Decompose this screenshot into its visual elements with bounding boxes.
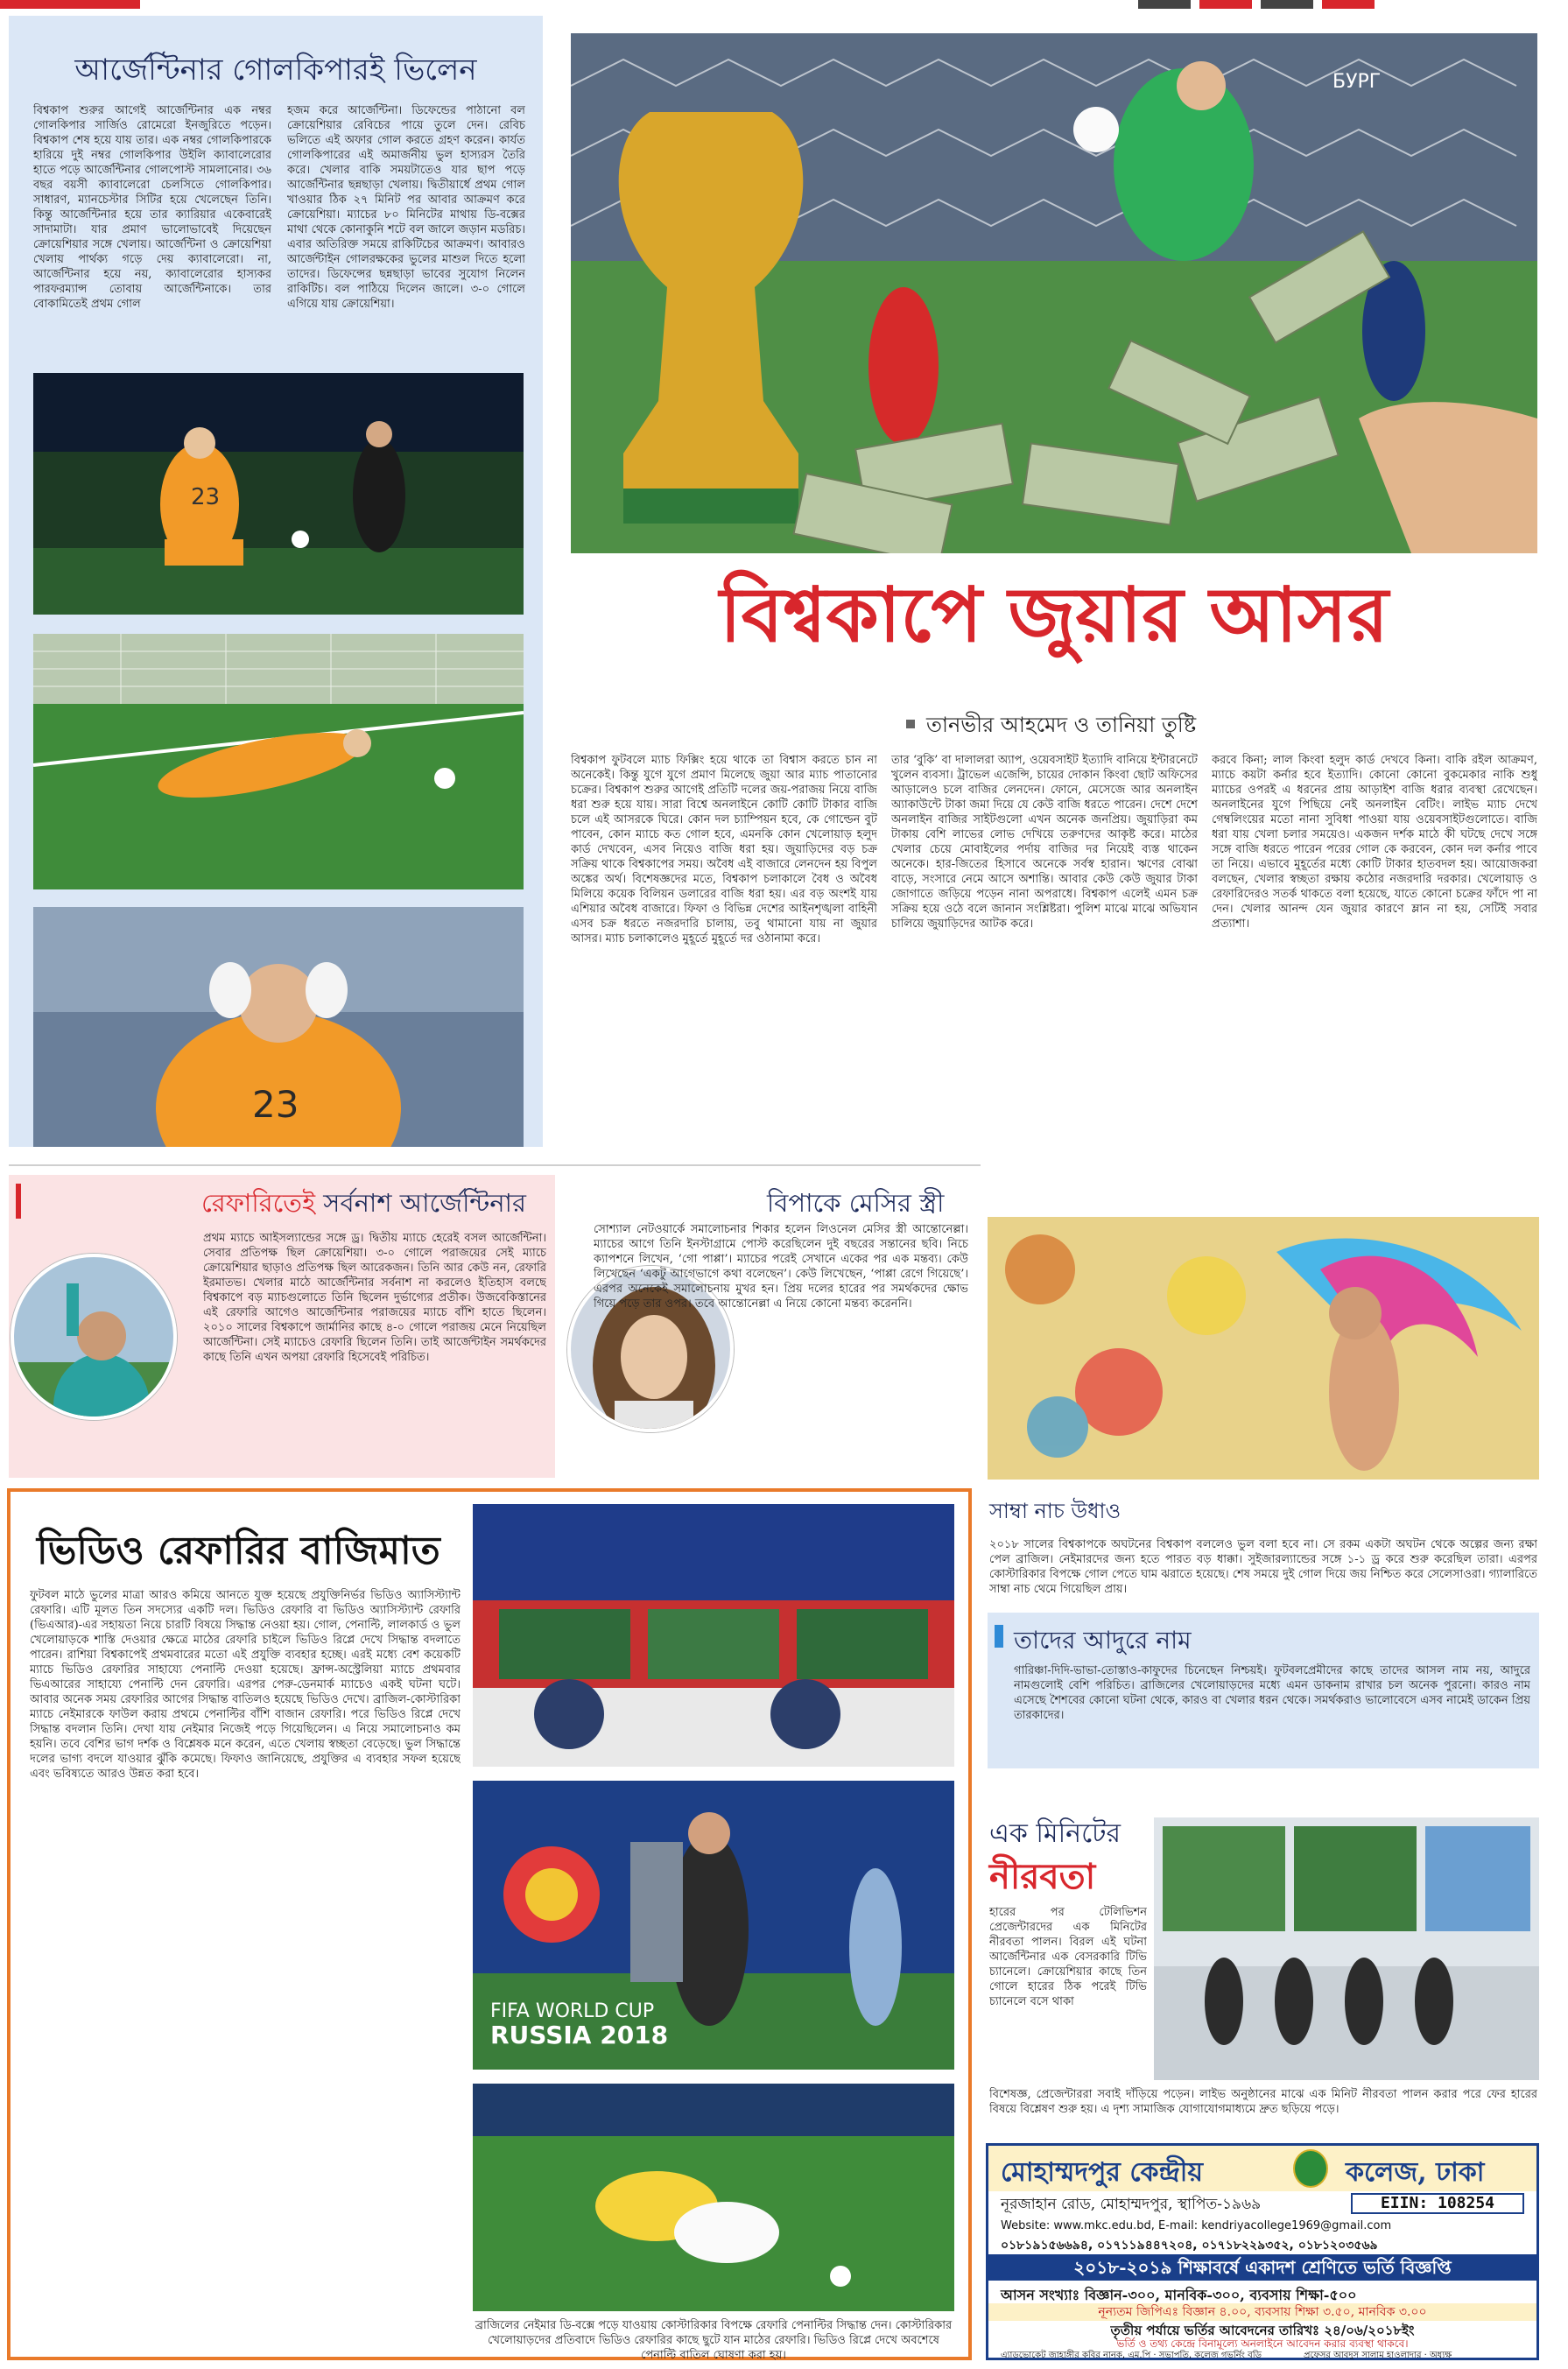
college-logo-icon: [1293, 2149, 1328, 2188]
hero-image-betting-collage: [571, 33, 1537, 553]
svg-text:23: 23: [252, 1083, 299, 1126]
keeper-story-title: আর্জেন্টিনার গোলকিপারই ভিলেন: [74, 53, 477, 88]
advert-banner: ২০১৮-২০১৯ শিক্ষাবর্ষে একাদশ শ্রেণিতে ভর্তি বিজ্ঞপ্তি: [988, 2254, 1536, 2281]
tv-studio-photo: [1154, 1817, 1539, 2080]
advert-advisor-role: সভাপতি, কলেজ গভর্নিং বডি: [1158, 2351, 1262, 2360]
top-dark-bar-2: [1261, 0, 1313, 9]
advert-deadline: তৃতীয় পর্যায়ে ভর্তির আবেদনের তারিখঃ ২৪/০৬/২০১৮ইং: [1110, 2323, 1415, 2338]
nickname-story-panel: [988, 1613, 1539, 1768]
college-advert: [986, 2143, 1539, 2360]
hero-stadium-text: БУРГ: [1332, 71, 1382, 93]
main-story-col2: তার ‘বুকি’ বা দালালরা অ্যাপ, ওয়েবসাইট ইত্যাদি বানিয়ে ইন্টারনেটে খুলেন ব্যবসা। ট্রাভেল এজেন্সি, চায়ের দোকান কিংবা ছোট অফিসের আড়ালেও চলে বাজির লেনদেন। ফোনে, মেসেজে আর অনলাইন অ্যাকাউন্টে টাকা জমা দিয়ে যে কেউ বাজি ধরতে পারেন। দেশে দেশে অনলাইন বাজির সাইটগুলো এখন অনেক জনপ্রিয়। জুয়াড়িরা কম টাকায় বেশি লাভের লোভ দেখিয়ে তরুণদের আকৃষ্ট করে। মাঠের খেলার চেয়ে মোবাইলের পর্দায় বাজির দর নিয়েই ব্যস্ত থাকেন অনেকে। হার-জিতের হিসাবে অনেকে সর্বস্ব হারান। ঋণের বোঝা বাড়ে, সংসারে নেমে আসে অশান্তি। আবার কেউ কেউ জুয়ার টাকা জোগাতে জড়িয়ে পড়েন নানা অপরাধে। বিশ্বকাপ এলেই এমন চক্র সক্রিয় হয়ে ওঠে বলে জানান সংশ্লিষ্টরা। পুলিশ মাঝে মাঝে অভিযান চালিয়ে জুয়াড়িদের আটক করে।: [891, 754, 1198, 931]
referee-story-body: প্রথম ম্যাচে আইসল্যান্ডের সঙ্গে ড্র। দ্বিতীয় ম্যাচে হেরেই বসল আর্জেন্টিনা। সেবার প্রতিপক্ষ ছিল ক্রোয়েশিয়া। ৩-০ গোলে পরাজয়ের সেই ম্যাচে ক্রোয়েশিয়ার ছাড়াও প্রতিপক্ষ ছিল আরেকজন। তিনি আর কেউ নন, রেফারি ইরমাতভ। খেলার মাঠে আর্জেন্টিনার সর্বনাশ না করলেও ইতিহাস বলছে বিশ্বকাপে বড় ম্যাচগুলোতে তিনি ছিলেন দুর্ভাগ্যের প্রতীক। উজবেকিস্তানের এই রেফারি আগেও আর্জেন্টিনার পরাজয়ের ম্যাচে বাঁশি হাতে ছিলেন। ২০১০ সালের বিশ্বকাপে জার্মানির কাছে ৪-০ গোলে পরাজয় মেনে নিয়েছিল আর্জেন্টিনা। সেই ম্যাচেও রেফারি ছিলেন তিনি। তাই আর্জেন্টাইন সমর্থকদের কাছে তিনি এখন অপয়া রেফারি হিসেবেই পরিচিত।: [203, 1232, 546, 1364]
var-story-frame: [7, 1488, 972, 2360]
silence-body-full: বিশেষজ্ঞ, প্রেজেন্টাররা সবাই দাঁড়িয়ে পড়েন। লাইভ অনুষ্ঠানের মাঝে এক মিনিট নীরবতা পালন করার পরে ফের হারের বিষয়ে বিশ্লেষণ শুরু হয়। এ দৃশ্য সামাজিক যোগাযোগমাধ্যমে দ্রুত ছড়িয়ে পড়ে।: [989, 2088, 1537, 2116]
referee-title-marker: [16, 1184, 21, 1219]
referee-title-rest: সর্বনাশ আর্জেন্টিনার: [323, 1188, 526, 1218]
advert-college-suffix: কলেজ, ঢাকা: [1346, 2157, 1485, 2188]
neymar-fall-photo: [473, 2084, 954, 2311]
top-red-bar-3: [1322, 0, 1375, 9]
keeper-photo-dejected: [33, 907, 524, 1147]
referee-story-panel: [9, 1175, 555, 1478]
advert-phones: ০১৮১৯১৫৬৬৯৪, ০১৭১১৯৪৪৭২০৪, ০১৭১৮২২৯৩৫২, ০১৮১২০৩৫৬৯: [1001, 2239, 1378, 2253]
nickname-story-title: তাদের আদুরে নাম: [1014, 1626, 1192, 1655]
advert-website: Website: www.mkc.edu.bd, E-mail: kendriyacollege1969@gmail.com: [1001, 2219, 1392, 2232]
top-red-bar: [0, 0, 140, 9]
advert-principal: প্রফেসর আবদুস সালাম হাওলাদার · অধ্যক্ষ: [1304, 2351, 1452, 2360]
advert-min-gpa: নূন্যতম জিপিএঃ বিজ্ঞান ৪.০০, ব্যবসায় শিক্ষা ৩.৫০, মানবিক ৩.০০: [988, 2303, 1536, 2321]
nickname-title-marker: [995, 1625, 1003, 1648]
var-story-body: ফুটবল মাঠে ভুলের মাত্রা আরও কমিয়ে আনতে যুক্ত হয়েছে প্রযুক্তিনির্ভর ভিডিও অ্যাসিস্ট্যান্ট রেফারি। এটি মূলত তিন সদস্যের একটি দল। ভিডিও রেফারি বা ভিডিও অ্যাসিস্ট্যান্ট রেফারি (ভিএআর)-এর সহায়তা নিয়ে চারটি বিষয়ে সিদ্ধান্ত নেওয়া হয়। গোল, পেনাল্টি, লালকার্ড ও ভুল খেলোয়াড়কে শাস্তি দেওয়ার ক্ষেত্রে মাঠের রেফারি চাইলে ভিডিও রিপ্লে দেখে সিদ্ধান্ত বদলাতে পারেন। রাশিয়া বিশ্বকাপেই প্রথমবারের মতো এই প্রযুক্তি ব্যবহার হচ্ছে। এরই মধ্যে বেশ কয়েকটি ম্যাচে ভিডিও রেফারির সাহায্যে পেনাল্টি দেওয়া হয়েছে। ফ্রান্স-অস্ট্রেলিয়া ম্যাচে প্রথমবার ভিএআরের সাহায্যে পেনাল্টি দেন রেফারি। এরপর পেরু-ডেনমার্ক ম্যাচেও একই ঘটনা ঘটে। আবার অনেক সময় রেফারির আগের সিদ্ধান্ত বাতিলও হয়েছে ভিডিও দেখে। ব্রাজিল-কোস্টারিকা ম্যাচে নেইমারকে ফাউল করায় প্রথমে পেনাল্টির বাঁশি বাজান রেফারি। পরে ভিডিও রিপ্লে দেখে সিদ্ধান্ত বদলান তিনি। দেখা যায় নেইমার নিজেই পড়ে গিয়েছিলেন। এ নিয়ে সমালোচনাও কম হয়নি। তবে বেশির ভাগ দর্শক ও বিশ্লেষক মনে করেন, এতে খেলায় স্বচ্ছতা বেড়েছে। ভুল সিদ্ধান্তে দলের ভাগ্য বদলে যাওয়ার ঝুঁকি কমেছে। ফিফাও জানিয়েছে, প্রযুক্তির এ ব্যবহার সফল হয়েছে এবং ভবিষ্যতে আরও উন্নত করা হবে।: [30, 1589, 461, 1781]
silence-title-line1: এক মিনিটের: [989, 1818, 1121, 1849]
top-dark-bar: [1138, 0, 1191, 9]
main-story-col3: করবে কিনা; লাল কিংবা হলুদ কার্ড দেখবে কিনা। বাকি রইল আক্রমণ, ম্যাচে কয়টা কর্নার হবে ইত্যাদি। কোনো কোনো বুকমেকার নাকি শুধু ম্যাচের ওপরই এ ধরনের প্রায় আড়াইশ বাজি ধরার ব্যবস্থা রেখেছেন। অনলাইনের যুগে পিছিয়ে নেই অনলাইন বেটিং। লাইভ ম্যাচ দেখে গেম্বলিংয়ের মতো নানা সুবিধা পাওয়া যায় ওয়েবসাইটগুলোতে। বাজি ধরা যায় খেলা চলার সময়েও। একজন দর্শক মাঠে কী ঘটছে দেখে সঙ্গে সঙ্গে বাজি ধরতে পারেন পরের গোল কে করবেন, কোন দল কর্নার পাবে তা নিয়ে। এভাবে মুহূর্তের মধ্যে কোটি টাকার হাতবদল হয়। আয়োজকরা বলছেন, খেলার স্বচ্ছতা রক্ষায় কঠোর নজরদারি দরকার। খেলোয়াড় ও রেফারিদেরও সতর্ক থাকতে বলা হয়েছে, যাতে কোনো চক্রের ফাঁদে পা না দেন। খেলার আনন্দ যেন জুয়ার কারণে ম্লান না হয়, সেটিই সবার প্রত্যাশা।: [1212, 754, 1537, 931]
messi-wife-story: [557, 1175, 981, 1478]
referee-monitor-photo: [473, 1781, 954, 2070]
var-brand-line2: RUSSIA 2018: [490, 2021, 669, 2049]
var-photo-caption: ব্রাজিলের নেইমার ডি-বক্সে পড়ে যাওয়ায় কোস্টারিকার বিপক্ষে রেফারি পেনাল্টির সিদ্ধান্ত দেন। কোস্টারিকার খেলোয়াড়দের প্রতিবাদে ভিডিও রেফারির কাছে ছুটে যান মাঠের রেফারি। ভিডিও রিপ্লে দেখে অবশেষে পেনাল্টি বাতিল ঘোষণা করা হয়।: [475, 2319, 953, 2362]
keeper-photo-kneeling: [33, 373, 524, 615]
var-room-photo: [473, 1504, 954, 1767]
nickname-story-body: গারিঞ্চা-দিদি-ভাভা-তোস্তাও-কাফুদের চিনেছেন নিশ্চয়ই। ফুটবলপ্রেমীদের কাছে তাদের আসল নাম নয়, আদুরে নামগুলোই বেশি পরিচিত। ব্রাজিলের খেলোয়াড়দের মধ্যে এমন ডাকনাম রাখার চল অনেক পুরনো। কারও নাম এসেছে শৈশবের কোনো ঘটনা থেকে, কারও বা খেলার ধরন থেকে। সমর্থকরাও ভালোবেসে এসব নামেই ডাকেন প্রিয় তারকাদের।: [1014, 1664, 1530, 1722]
referee-title-highlight: রেফারিতেই: [201, 1188, 316, 1218]
referee-portrait: [11, 1254, 177, 1420]
advert-principal-role: অধ্যক্ষ: [1430, 2351, 1452, 2360]
samba-story-title: সাম্বা নাচ উধাও: [989, 1499, 1122, 1523]
byline-marker: [906, 720, 915, 728]
advert-advisor-name: এ্যাডভোকেট জাহাঙ্গীর কবির নানক, এম.পি: [1001, 2351, 1151, 2360]
silence-body-short: হারের পর টেলিভিশন প্রেজেন্টারদের এক মিনিটের নীরবতা পালন। বিরল এই ঘটনা আর্জেন্টিনার এক বেসরকারি টিভি চ্যানেলে। ক্রোয়েশিয়ার কাছে তিন গোলে হারের ঠিক পরেই টিভি চ্যানেলে বসে থাকা: [989, 1906, 1147, 2008]
referee-story-title: [201, 1184, 526, 1227]
keeper-photo-diving: [33, 634, 524, 889]
keeper-story-panel: [9, 16, 543, 1147]
advert-principal-name: প্রফেসর আবদুস সালাম হাওলাদার: [1304, 2351, 1422, 2360]
var-brand-line1: FIFA WORLD CUP: [490, 2000, 655, 2022]
messi-wife-title: বিপাকে মেসির স্ত্রী: [767, 1188, 945, 1218]
advert-seats: আসন সংখ্যাঃ বিজ্ঞান-৩০০, মানবিক-৩০০, ব্যবসায় শিক্ষা-৫০০: [1001, 2287, 1357, 2303]
advert-college-name: মোহাম্মদপুর কেন্দ্রীয়: [1001, 2157, 1204, 2188]
samba-dancer-photo: [988, 1217, 1539, 1480]
main-story-col1: বিশ্বকাপ ফুটবলে ম্যাচ ফিক্সিং হয়ে থাকে তা বিশ্বাস করতে চান না অনেকেই। কিন্তু যুগে যুগে প্রমাণ মিলেছে জুয়া আর ম্যাচ পাতানোর চক্রের। বিশ্বকাপ শুরুর আগেই প্রতিটি দলের জয়-পরাজয় নিয়ে বাজি ধরা শুরু হয়ে যায়। সারা বিশ্বে অনলাইনে কোটি কোটি টাকার বাজি চলে এই আসরকে ঘিরে। কোন দল চ্যাম্পিয়ন হবে, কে গোল্ডেন বুট পাবেন, কোন ম্যাচে কত গোল হবে, এমনকি কোন খেলোয়াড় হলুদ কার্ড দেখবেন, এসব নিয়েও বাজি ধরা হয়। জুয়াড়িদের বড় চক্র সক্রিয় থাকে বিশ্বকাপের সময়। অবৈধ এই বাজারে লেনদেন হয় বিপুল অঙ্কের অর্থ। বিশেষজ্ঞদের মতে, বিশ্বকাপ চলাকালে বৈধ ও অবৈধ মিলিয়ে কয়েক বিলিয়ন ডলারের বাজি ধরা হয়। এর বড় অংশই যায় এশিয়ার অবৈধ বাজারে। ফিফা ও বিভিন্ন দেশের আইনশৃঙ্খলা বাহিনী এসব চক্র ধরতে নজরদারি চালায়, তবু থামানো যায় না জুয়ার আসর। ম্যাচ চলাকালেও মুহূর্তে মুহূর্তে দর ওঠানামা করে।: [571, 754, 877, 945]
section-divider: [9, 1164, 981, 1166]
keeper-story-col2: হজম করে আর্জেন্টিনা। ডিফেন্ডের পাঠানো বল ক্রোয়েশিয়ার রেবিচের পায়ে তুলে দেন। রেবিচ ভলিতে এই অফার গোল করতে গ্রহণ করেন। কার্যত গোলকিপারের এই অমার্জনীয় ভুল হাস্যরস তৈরি করে। খেলার বাকি সময়টাতেও যার ছাপ পড়ে আর্জেন্টিনার ছন্নছাড়া খেলায়। দ্বিতীয়ার্ধে প্রথম গোল খাওয়ার ঠিক ২৭ মিনিট পর আবার আক্রমণ করে ক্রোয়েশিয়া। ম্যাচের ৮০ মিনিটের মাথায় ডি-বক্সের মাথা থেকে কোনাকুনি শটে বল জালে জড়ান মডরিচ। এবার অতিরিক্ত সময়ে রাকিটিচের আক্রমণ। আবারও আর্জেন্টাইন গোলরক্ষকের ভুলের মাশুল দিতে হলো তাদের। ডিফেন্সের ছন্নছাড়া ভাবের সুযোগ নিলেন রাকিটিচ। বল পাঠিয়ে দিলেন জালে। ৩-০ গোলে এগিয়ে যায় ক্রোয়েশিয়া।: [287, 104, 525, 311]
samba-story-body: ২০১৮ সালের বিশ্বকাপকে অঘটনের বিশ্বকাপ বললেও ভুল বলা হবে না। সে রকম একটা অঘটন থেকে অল্পের জন্য রক্ষা পেল ব্রাজিল। নেইমারদের জন্য হতে পারত বড় ধাক্কা। সুইজারল্যান্ডের সঙ্গে ১-১ ড্র করে শুরু করেছিল তারা। এরপর কোস্টারিকার বিপক্ষে গোল পেতে ঘাম ঝরাতে হয়েছে। শেষ সময়ে দুই গোল দিয়ে জয় নিশ্চিত করে সেলেসাওরা। গ্যালারিতে সাম্বা নাচ থেমে গিয়েছিল প্রায়।: [989, 1538, 1537, 1596]
main-headline: বিশ্বকাপে জুয়ার আসর: [720, 571, 1389, 659]
top-red-bar-2: [1199, 0, 1252, 9]
svg-text:23: 23: [191, 484, 221, 510]
main-byline: তানভীর আহমেদ ও তানিয়া তুষ্টি: [926, 713, 1197, 737]
keeper-story-col1: বিশ্বকাপ শুরুর আগেই আর্জেন্টিনার এক নম্বর গোলকিপার সার্জিও রোমেরো ইনজুরিতে পড়েন। বিশ্বকাপ শেষ হয়ে যায় তার। এক নম্বর গোলকিপারকে হারিয়ে দুই নম্বর গোলকিপার উইলি ক্যাবালেরোর হাতে পড়ে আর্জেন্টিনার গোলপোস্ট সামলানোর। ৩৬ বছর বয়সী ক্যাবালেরো চেলসিতে গোলকিপার। সাধারণ, ম্যানচেস্টার সিটির হয়ে খেলেছেন তিনি। কিন্তু আর্জেন্টিনার হয়ে তার ক্যারিয়ার একেবারেই সাদামাটা। যার প্রমাণ ভালোভাবেই দিয়েছেন ক্রোয়েশিয়ার সঙ্গে খেলায়। আর্জেন্টিনা ও ক্রোয়েশিয়া খেলায় পার্থক্য গড়ে দেয় ক্যাবালেরো। না, আর্জেন্টিনার হয়ে নয়, ক্যাবালেরোর হাস্যকর পারফরম্যান্স তোবায় আর্জেন্টিনাকে। তার বোকামিতেই প্রথম গোল: [33, 104, 271, 311]
silence-title-line2: নীরবতা: [989, 1856, 1096, 1897]
advert-note: ভর্তি ও তথ্য কেন্দ্রে বিনামূল্যে অনলাইনে আবেদন করার ব্যবস্থা থাকবে।: [1116, 2337, 1409, 2350]
advert-eiin: EIIN: 108254: [1351, 2193, 1524, 2214]
messi-wife-body: সোশ্যাল নেটওয়ার্কে সমালোচনার শিকার হলেন লিওনেল মেসির স্ত্রী আন্তোনেল্লা। ম্যাচের আগে তিনি ইনস্টাগ্রামে পোস্ট করেছিলেন দুই বছরের সন্তানের ছবি। নিচে ক্যাপশনে লিখেন, ‘গো পাপ্পা’। ম্যাচের পরেই সেখানে একের পর এক মন্তব্য। কেউ লিখেছেন ‘একটু আগেভাগে কথা বলেছেন’। কেউ লিখেছেন, ‘পাপ্পা রেগে গিয়েছে’। এরপর অনেকেই সমালোচনায় মুখর হন। প্রিয় দলের হারের পর সমর্থকদের ক্ষোভ গিয়ে পড়ে তার ওপর। তবে আন্তোনেল্লা এ নিয়ে কোনো মন্তব্য করেননি।: [594, 1223, 968, 1311]
var-story-title: ভিডিও রেফারির বাজিমাত: [37, 1529, 440, 1573]
advert-address: নূরজাহান রোড, মোহাম্মদপুর, স্থাপিত-১৯৬৯: [1001, 2196, 1262, 2213]
advert-advisor: এ্যাডভোকেট জাহাঙ্গীর কবির নানক, এম.পি · সভাপতি, কলেজ গভর্নিং বডি: [1001, 2351, 1262, 2360]
